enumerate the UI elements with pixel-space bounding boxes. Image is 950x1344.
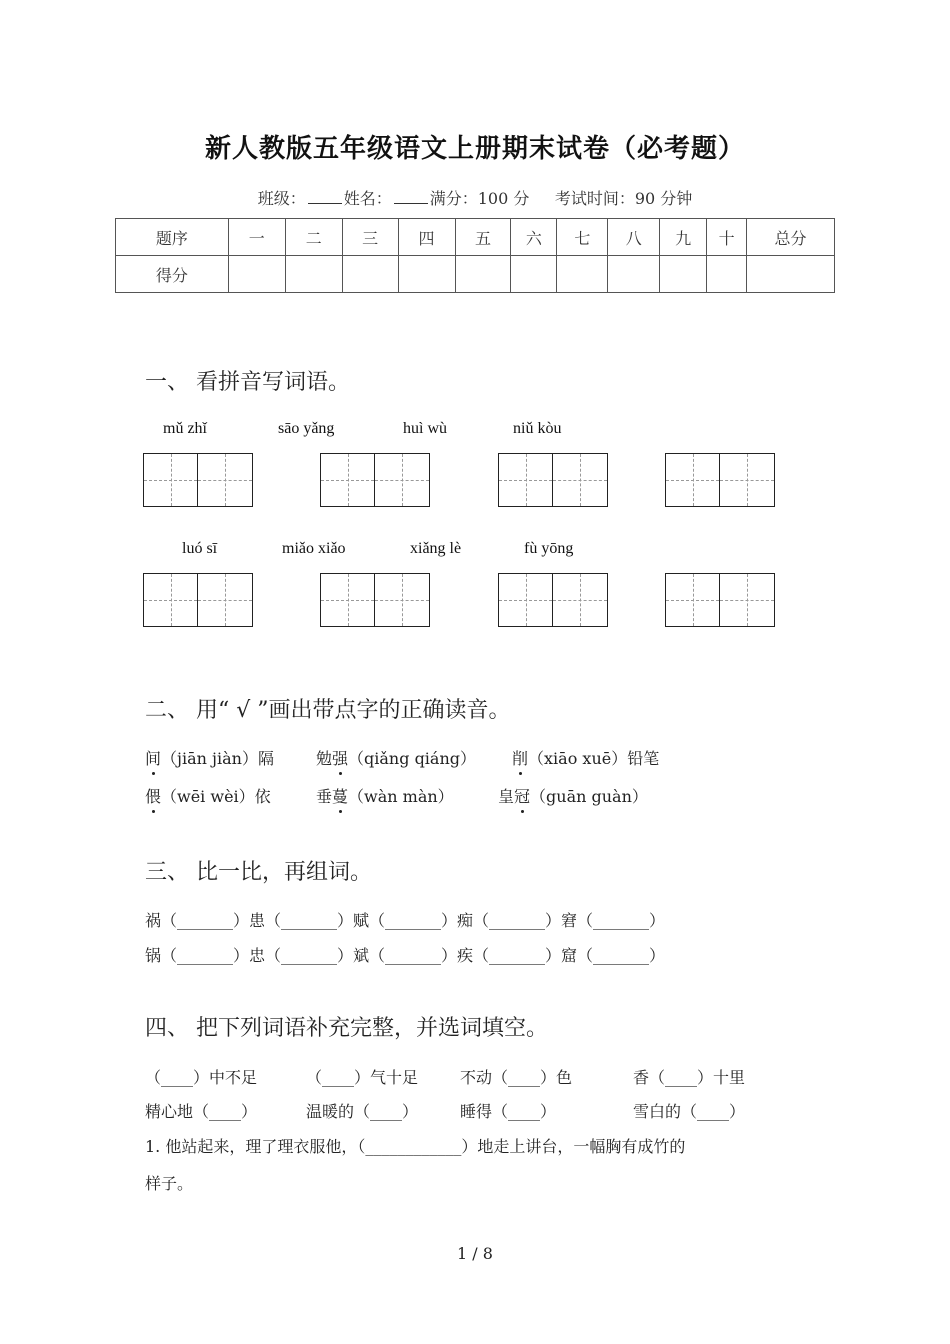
reading-item[interactable]: 垂蔓（wàn màn）: [316, 784, 454, 807]
writing-grid[interactable]: [498, 573, 608, 627]
score-cell[interactable]: [285, 256, 342, 293]
pinyin-options[interactable]: （wàn màn）: [348, 787, 454, 806]
score-cell[interactable]: [707, 256, 747, 293]
pinyin-label: niǔ kòu: [513, 420, 562, 437]
writing-grid[interactable]: [665, 573, 775, 627]
full-score: 满分：100 分: [429, 189, 530, 208]
header-cell: 五: [455, 219, 511, 256]
reading-item[interactable]: 削（xiāo xuē）铅笔: [512, 746, 659, 769]
fill-idiom[interactable]: 不动（____）色: [460, 1068, 573, 1087]
pinyin-label: miǎo xiǎo: [282, 540, 346, 557]
word-compare-row[interactable]: 锅（_______）忠（_______）斌（_______）疾（_______）窟（_______）: [145, 946, 666, 965]
pinyin-options[interactable]: （qiǎng qiáng）: [348, 749, 477, 768]
score-cell[interactable]: [511, 256, 557, 293]
fill-idiom[interactable]: 香（____）十里: [633, 1068, 746, 1087]
question-1-line2: 样子。: [145, 1174, 194, 1193]
fill-phrase[interactable]: 温暖的（____）: [306, 1102, 419, 1121]
fill-idiom[interactable]: （____）气十足: [306, 1068, 419, 1087]
fill-phrase[interactable]: 睡得（____）: [460, 1102, 557, 1121]
score-cell[interactable]: [608, 256, 660, 293]
header-cell: 三: [342, 219, 398, 256]
header-cell: 九: [660, 219, 707, 256]
fill-idiom[interactable]: （____）中不足: [145, 1068, 258, 1087]
score-table-row: [116, 256, 835, 293]
exam-info: [0, 186, 950, 209]
header-cell: 八: [608, 219, 660, 256]
word-compare-row[interactable]: 祸（_______）患（_______）赋（_______）痴（_______）窘（_______）: [145, 911, 666, 930]
header-cell: 总分: [747, 219, 835, 256]
score-table: [115, 218, 835, 293]
pinyin-label: huì wù: [403, 420, 447, 437]
name-blank[interactable]: [394, 189, 428, 204]
fill-phrase[interactable]: 精心地（____）: [145, 1102, 258, 1121]
pinyin-options[interactable]: （wēi wèi）: [161, 787, 255, 806]
pinyin-label: luó sī: [182, 540, 218, 557]
reading-item[interactable]: 偎（wēi wèi）依: [145, 784, 271, 807]
pinyin-label: mǔ zhǐ: [163, 420, 207, 437]
dotted-char: 偎: [145, 784, 161, 807]
header-cell: 二: [285, 219, 342, 256]
reading-item[interactable]: 勉强（qiǎng qiáng）: [316, 746, 476, 769]
pinyin-label: fù yōng: [524, 540, 574, 557]
dotted-char: 间: [145, 746, 161, 769]
section1-heading: 一、 看拼音写词语。: [145, 370, 350, 395]
dotted-char: 蔓: [332, 784, 348, 807]
fill-phrase[interactable]: 雪白的（____）: [633, 1102, 746, 1121]
writing-grid[interactable]: [320, 453, 430, 507]
class-blank[interactable]: [308, 189, 342, 204]
header-cell: 十: [707, 219, 747, 256]
reading-item[interactable]: 间（jiān jiàn）隔: [145, 746, 274, 769]
header-cell: 七: [557, 219, 608, 256]
score-table-header: [116, 219, 835, 256]
pinyin-options[interactable]: （xiāo xuē）: [528, 749, 628, 768]
writing-grid[interactable]: [320, 573, 430, 627]
dotted-char: 冠: [514, 784, 530, 807]
class-label: 班级：: [257, 189, 306, 208]
writing-grid[interactable]: [143, 573, 253, 627]
score-cell[interactable]: [228, 256, 285, 293]
header-cell: 题序: [116, 219, 229, 256]
pinyin-label: xiǎng lè: [410, 540, 462, 557]
dotted-char: 削: [512, 746, 528, 769]
score-cell[interactable]: [660, 256, 707, 293]
header-cell: 四: [398, 219, 455, 256]
writing-grid[interactable]: [665, 453, 775, 507]
score-cell[interactable]: [557, 256, 608, 293]
writing-grid[interactable]: [143, 453, 253, 507]
writing-grid[interactable]: [498, 453, 608, 507]
section4-heading: 四、 把下列词语补充完整，并选词填空。: [145, 1016, 548, 1041]
reading-item[interactable]: 皇冠（guān guàn）: [498, 784, 648, 807]
score-cell[interactable]: [455, 256, 511, 293]
section2-heading: 二、 用“ √ ”画出带点字的正确读音。: [145, 698, 511, 723]
score-cell[interactable]: [747, 256, 835, 293]
pinyin-options[interactable]: （guān guàn）: [530, 787, 648, 806]
pinyin-label: sāo yǎng: [278, 420, 335, 437]
header-cell: 六: [511, 219, 557, 256]
section3-heading: 三、 比一比，再组词。: [145, 860, 372, 885]
question-1-line1[interactable]: 1. 他站起来，理了理衣服他，（____________）地走上讲台，一幅胸有成竹的: [145, 1137, 686, 1156]
name-label: 姓名：: [343, 189, 392, 208]
page-title: 新人教版五年级语文上册期末试卷（必考题）: [204, 134, 745, 164]
header-cell: 一: [228, 219, 285, 256]
row-label: 得分: [116, 256, 229, 293]
score-cell[interactable]: [398, 256, 455, 293]
exam-time: 考试时间：90 分钟: [554, 189, 693, 208]
page-number: 1 / 8: [457, 1244, 493, 1263]
dotted-char: 强: [332, 746, 348, 769]
pinyin-options[interactable]: （jiān jiàn）: [161, 749, 258, 768]
score-cell[interactable]: [342, 256, 398, 293]
